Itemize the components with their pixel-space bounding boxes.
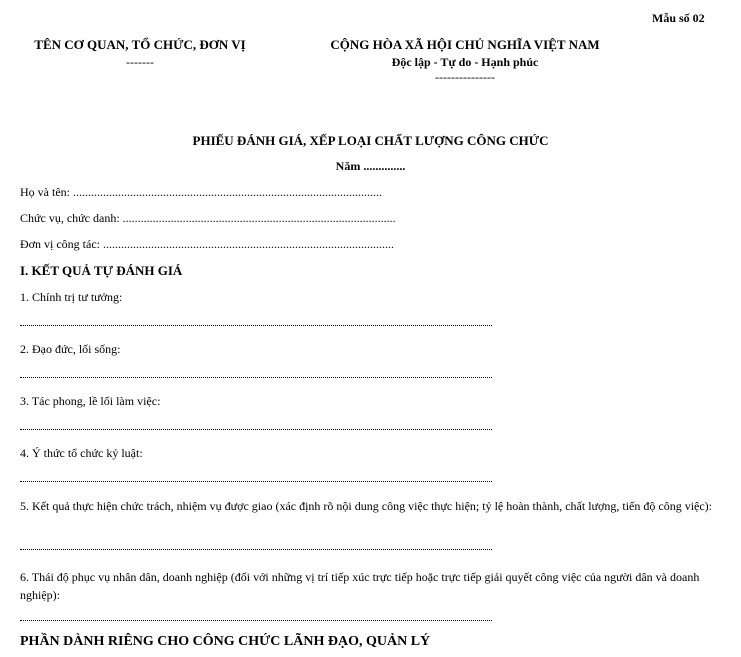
national-title: CỘNG HÒA XÃ HỘI CHỦ NGHĨA VIỆT NAM — [330, 37, 600, 52]
item-2-label: 2. Đạo đức, lối sống: — [20, 342, 121, 356]
motto-divider: --------------- — [435, 70, 495, 84]
item-4-answer-line — [20, 481, 492, 482]
item-4-label: 4. Ý thức tổ chức kỷ luật: — [20, 446, 143, 460]
item-1-label: 1. Chính trị tư tưởng: — [20, 290, 123, 304]
section-1-heading: I. KẾT QUẢ TỰ ĐÁNH GIÁ — [20, 263, 183, 278]
item-3-label: 3. Tác phong, lề lối làm việc: — [20, 394, 161, 408]
item-3-answer-line — [20, 429, 492, 430]
document-year: Năm .............. — [335, 159, 406, 173]
national-motto: Độc lập - Tự do - Hạnh phúc — [391, 55, 539, 69]
field-name: Họ và tên: ....................................................................................................... — [20, 185, 382, 199]
form-number: Mẫu số 02 — [652, 11, 705, 25]
item-1-answer-line — [20, 325, 492, 326]
field-unit: Đơn vị công tác: ................................................................................................. — [20, 237, 394, 251]
item-5-answer-line — [20, 549, 492, 550]
field-position: Chức vụ, chức danh: ........................................................................................... — [20, 211, 396, 225]
item-2-answer-line — [20, 377, 492, 378]
section-2-heading: PHẦN DÀNH RIÊNG CHO CÔNG CHỨC LÃNH ĐẠO, QUẢN LÝ — [20, 634, 431, 649]
item-6-label: 6. Thái độ phục vụ nhân dân, doanh nghiệp (đối với những vị trí tiếp xúc trực tiếp hoặc trực tiếp giải quyết công việc của người dân và doanh nghiệp): — [20, 570, 700, 602]
org-name: TÊN CƠ QUAN, TỔ CHỨC, ĐƠN VỊ — [34, 37, 246, 52]
org-divider: ------- — [126, 55, 154, 69]
item-6-answer-line — [20, 620, 492, 621]
item-5-label: 5. Kết quả thực hiện chức trách, nhiệm vụ được giao (xác định rõ nội dung công việc thực hiện; tỷ lệ hoàn thành, chất lượng, tiến độ công việc): — [20, 499, 713, 513]
document-title: PHIẾU ĐÁNH GIÁ, XẾP LOẠI CHẤT LƯỢNG CÔNG CHỨC — [192, 133, 549, 148]
